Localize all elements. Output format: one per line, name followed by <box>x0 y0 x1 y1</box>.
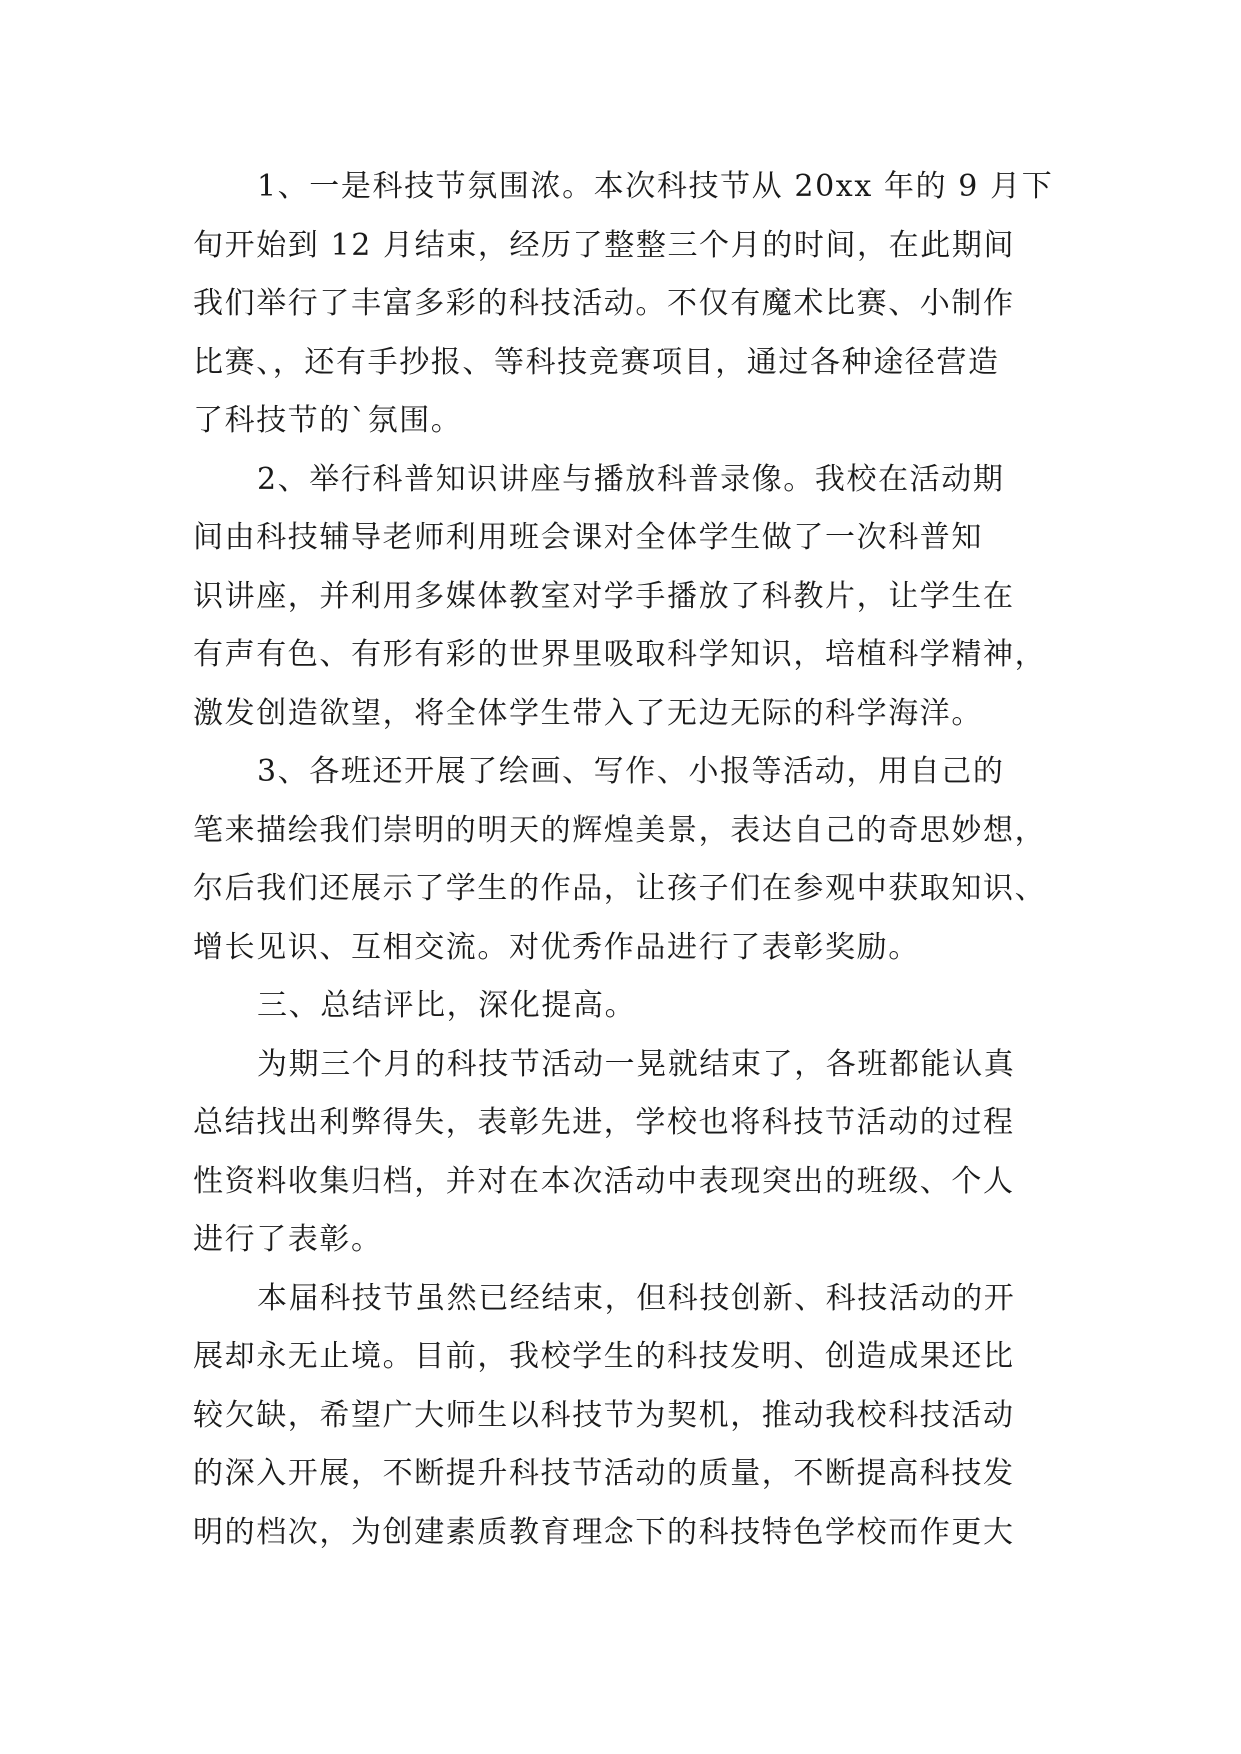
text-line: 三、总结评比，深化提高。 <box>257 988 637 1023</box>
text-line: 了科技节的`氛围。 <box>193 403 463 438</box>
text-line: 为期三个月的科技节活动一晃就结束了，各班都能认真 <box>257 1046 1016 1082</box>
text-line: 的深入开展，不断提升科技节活动的质量，不断提高科技发 <box>193 1456 1015 1491</box>
text-line: 进行了表彰。 <box>193 1222 383 1257</box>
text-line: 增长见识、互相交流。对优秀作品进行了表彰奖励。 <box>193 929 920 965</box>
text-line: 笔来描绘我们崇明的明天的辉煌美景，表达自己的奇思妙想， <box>193 812 1047 848</box>
text-line: 明的档次，为创建素质教育理念下的科技特色学校而作更大 <box>193 1514 1015 1550</box>
paragraph-activity-3 <box>193 743 1053 977</box>
text-line: 本届科技节虽然已经结束，但科技创新、科技活动的开 <box>257 1280 1016 1316</box>
text-line: 尔后我们还展示了学生的作品，让孩子们在参观中获取知识、 <box>193 871 1047 906</box>
text-line: 较欠缺，希望广大师生以科技节为契机，推动我校科技活动 <box>193 1397 1015 1433</box>
text-line: 1、一是科技节氛围浓。本次科技节从 20xx 年的 9 月下 <box>257 169 1054 204</box>
text-line: 旬开始到 12 月结束，经历了整整三个月的时间，在此期间 <box>193 227 1016 263</box>
text-line: 有声有色、有形有彩的世界里吸取科学知识，培植科学精神， <box>193 637 1047 672</box>
text-line: 2、举行科普知识讲座与播放科普录像。我校在活动期 <box>257 461 1005 497</box>
text-line: 间由科技辅导老师利用班会课对全体学生做了一次科普知 <box>193 520 983 555</box>
paragraph-activity-1 <box>193 158 1053 451</box>
text-line: 比赛、，还有手抄报、等科技竞赛项目，通过各种途径营造 <box>193 344 1000 380</box>
section-heading-summary <box>193 977 1053 1036</box>
paragraph-summary <box>193 1036 1053 1270</box>
text-line: 识讲座，并利用多媒体教室对学手播放了科教片，让学生在 <box>193 578 1015 614</box>
text-line: 3、各班还开展了绘画、写作、小报等活动，用自己的 <box>257 754 1005 789</box>
document-body <box>193 158 1053 1562</box>
paragraph-outlook <box>193 1270 1053 1563</box>
text-line: 我们举行了丰富多彩的科技活动。不仅有魔术比赛、小制作 <box>193 286 1015 321</box>
text-line: 展却永无止境。目前，我校学生的科技发明、创造成果还比 <box>193 1339 1015 1374</box>
text-line: 性资料收集归档，并对在本次活动中表现突出的班级、个人 <box>193 1163 1015 1199</box>
text-line: 激发创造欲望，将全体学生带入了无边无际的科学海洋。 <box>193 695 983 731</box>
text-line: 总结找出利弊得失，表彰先进，学校也将科技节活动的过程 <box>193 1105 1015 1140</box>
paragraph-activity-2 <box>193 451 1053 744</box>
